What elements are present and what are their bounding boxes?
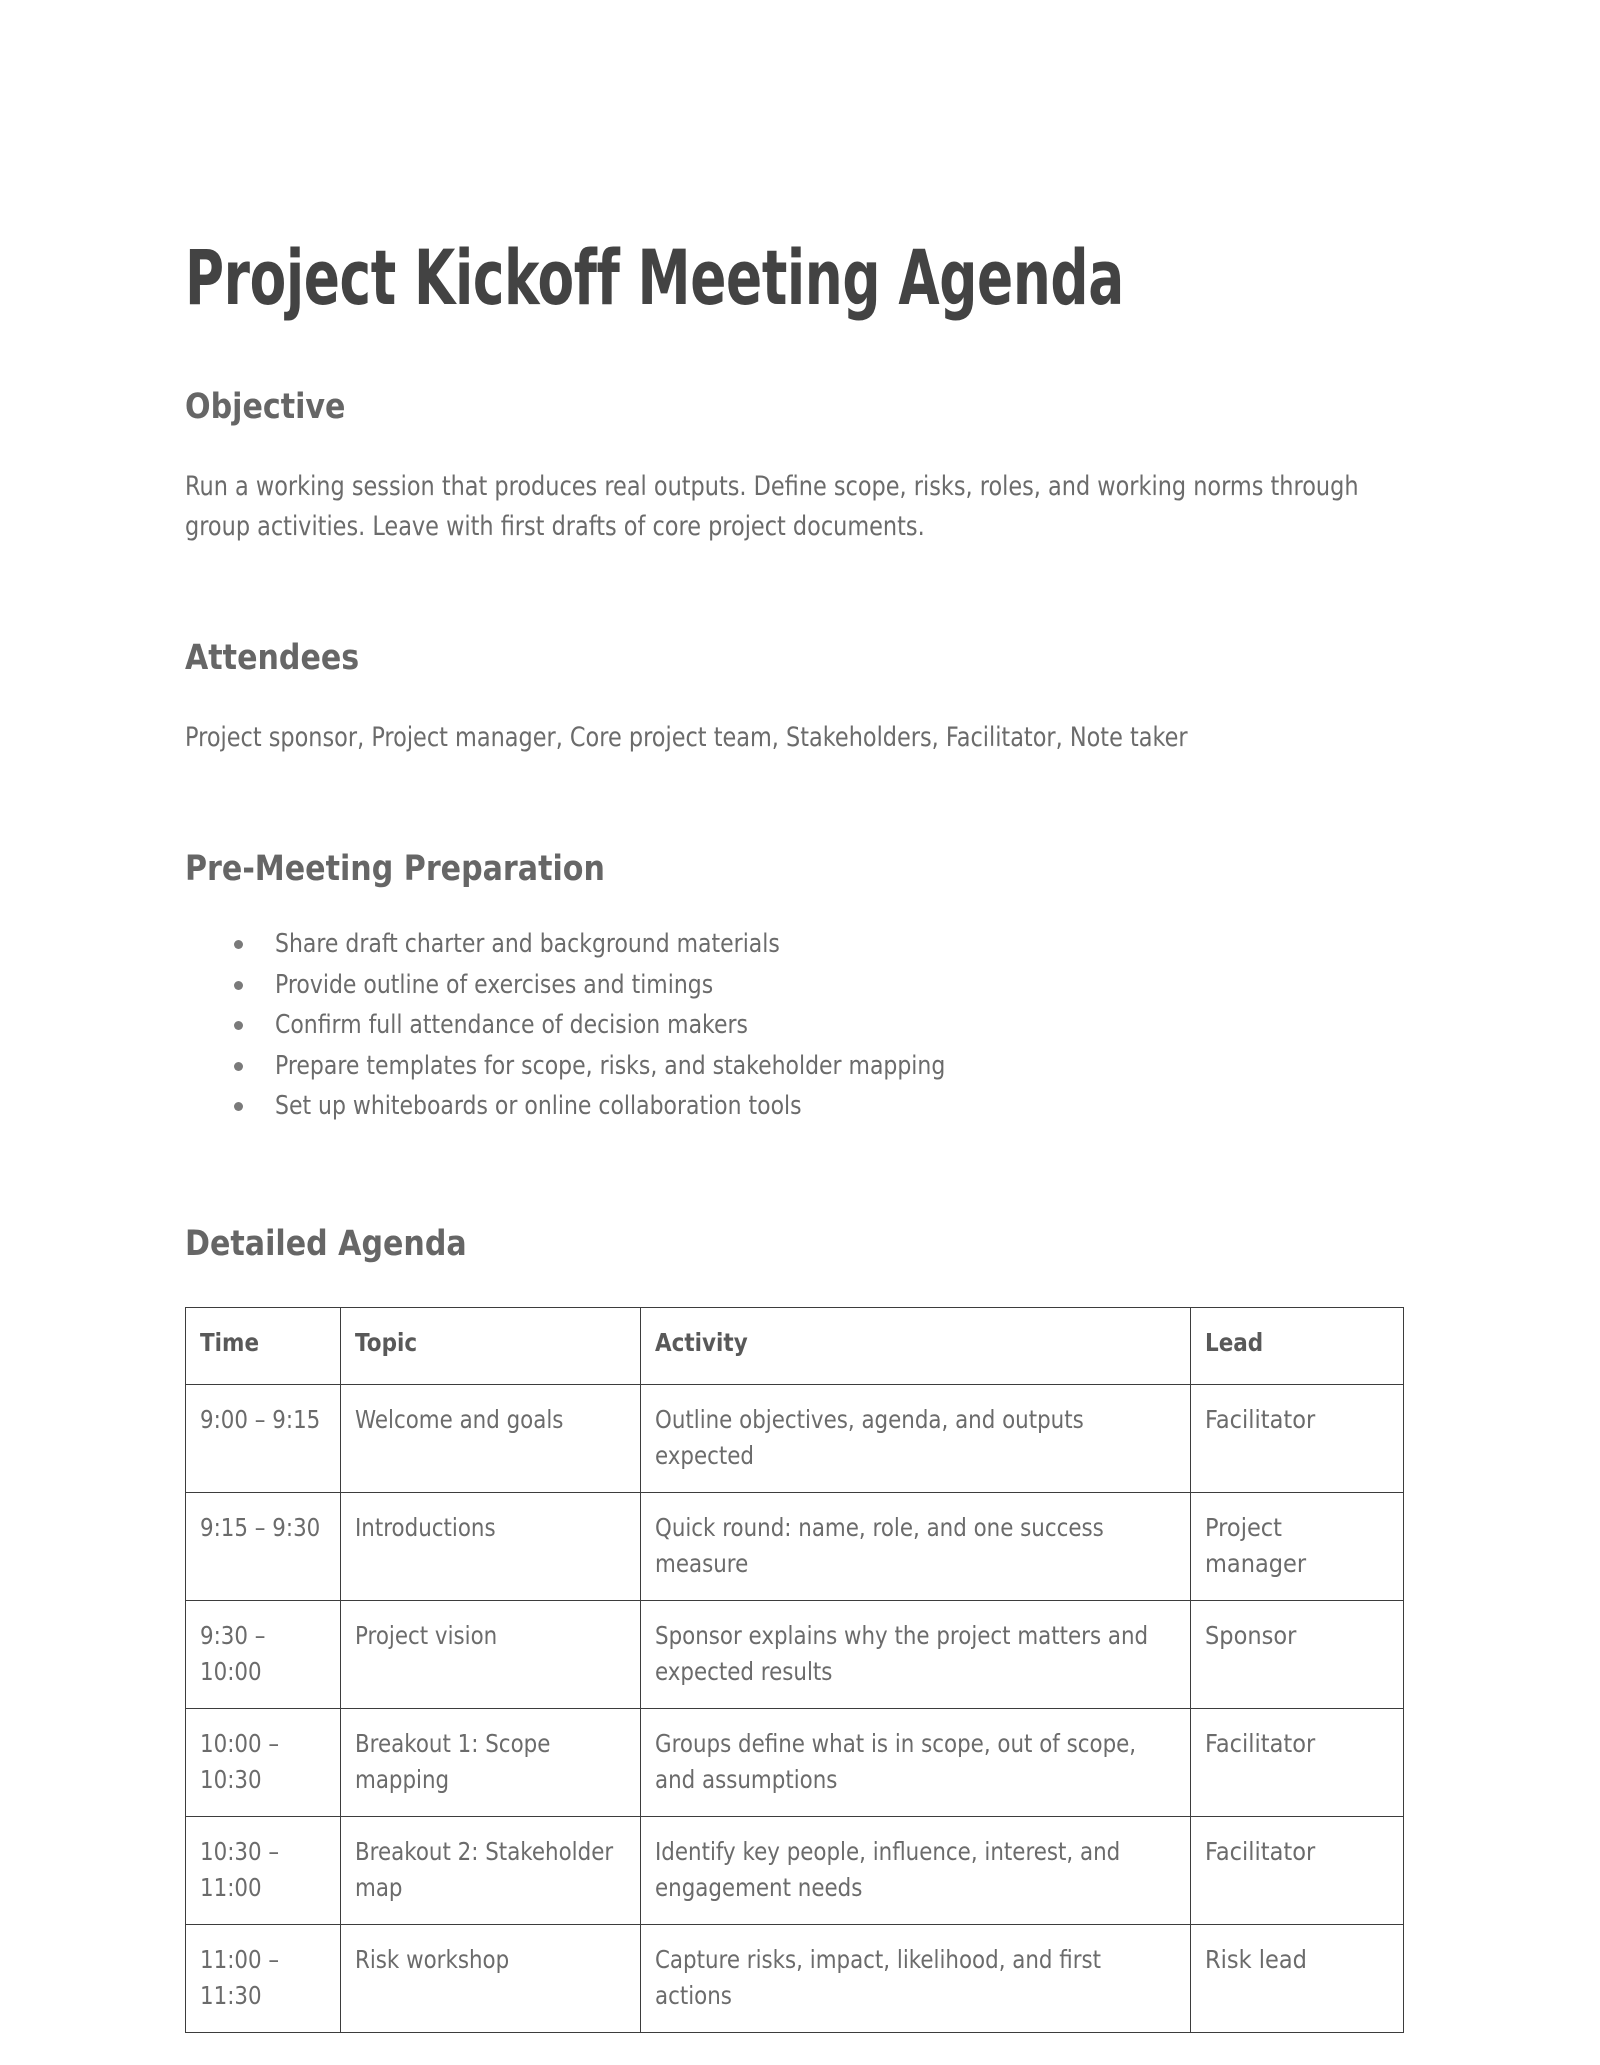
cell-topic-value: Introductions <box>355 1513 496 1543</box>
cell-topic <box>341 1493 641 1601</box>
cell-lead <box>1191 1709 1404 1817</box>
cell-time-value: 9:15 – 9:30 <box>200 1513 321 1543</box>
cell-topic <box>341 1709 641 1817</box>
cell-topic-value: Project vision <box>355 1621 498 1651</box>
list-item-label: Prepare templates for scope, risks, and stakeholder mapping <box>275 1050 946 1081</box>
list-item-label: Share draft charter and background materials <box>275 929 780 960</box>
cell-topic-value: Breakout 2: Stakeholder map <box>355 1837 614 1902</box>
cell-topic <box>341 1817 641 1925</box>
cell-topic-value: Risk workshop <box>355 1945 510 1975</box>
cell-time <box>186 1385 341 1493</box>
cell-topic <box>341 1601 641 1709</box>
cell-lead-value: Sponsor <box>1205 1621 1297 1651</box>
table-row <box>186 1493 1404 1601</box>
cell-time-value: 11:00 – 11:30 <box>200 1945 280 2010</box>
cell-time <box>186 1817 341 1925</box>
cell-lead-value: Risk lead <box>1205 1945 1307 1975</box>
cell-lead <box>1191 1385 1404 1493</box>
cell-activity <box>641 1925 1191 2033</box>
attendees-paragraph: Project sponsor, Project manager, Core project team, Stakeholders, Facilitator, Note taker <box>185 721 1188 753</box>
section-heading-attendees: Attendees <box>185 637 360 678</box>
list-item-label: Provide outline of exercises and timings <box>275 969 714 1000</box>
section-heading-detailed-agenda: Detailed Agenda <box>185 1223 467 1264</box>
document-content <box>185 0 1403 2033</box>
cell-activity <box>641 1601 1191 1709</box>
cell-activity <box>641 1817 1191 1925</box>
list-item-label: Set up whiteboards or online collaboration tools <box>275 1091 802 1122</box>
table-header-activity <box>641 1308 1191 1385</box>
table-row <box>186 1925 1404 2033</box>
section-heading-objective: Objective <box>185 387 346 428</box>
cell-activity-value: Sponsor explains why the project matters and expected results <box>655 1621 1149 1686</box>
cell-activity-value: Identify key people, influence, interest, and engagement needs <box>655 1837 1121 1902</box>
table-row <box>186 1817 1404 1925</box>
table-header-lead <box>1191 1308 1404 1385</box>
cell-topic-value: Welcome and goals <box>355 1405 564 1435</box>
table-header-time <box>186 1308 341 1385</box>
cell-time-value: 10:30 – 11:00 <box>200 1837 280 1902</box>
objective-paragraph: Run a working session that produces real outputs. Define scope, risks, roles, and working norms through group activities. Leave with first drafts of core project documents. <box>185 471 1359 542</box>
cell-activity <box>641 1493 1191 1601</box>
table-header-topic <box>341 1308 641 1385</box>
list-item <box>185 1010 1403 1041</box>
cell-activity <box>641 1385 1191 1493</box>
cell-activity-value: Outline objectives, agenda, and outputs expected <box>655 1405 1084 1470</box>
list-item <box>185 969 1403 1000</box>
table-header-row <box>186 1308 1404 1385</box>
column-header-label: Time <box>200 1328 260 1358</box>
cell-time <box>186 1493 341 1601</box>
list-item <box>185 1050 1403 1081</box>
column-header-label: Topic <box>355 1328 418 1358</box>
cell-lead <box>1191 1925 1404 2033</box>
cell-lead <box>1191 1493 1404 1601</box>
cell-lead-value: Facilitator <box>1205 1405 1316 1435</box>
table-row <box>186 1709 1404 1817</box>
table-row <box>186 1601 1404 1709</box>
cell-activity <box>641 1709 1191 1817</box>
page-title: Project Kickoff Meeting Agenda <box>185 233 1124 322</box>
cell-topic <box>341 1385 641 1493</box>
cell-lead-value: Facilitator <box>1205 1837 1316 1867</box>
preparation-list <box>185 889 1403 1122</box>
section-heading-pre-meeting-preparation: Pre-Meeting Preparation <box>185 849 605 890</box>
list-item <box>185 1091 1403 1122</box>
cell-lead-value: Project manager <box>1205 1513 1307 1578</box>
table-row <box>186 1385 1404 1493</box>
cell-time <box>186 1709 341 1817</box>
cell-lead <box>1191 1601 1404 1709</box>
list-item <box>185 929 1403 960</box>
cell-activity-value: Groups define what is in scope, out of scope, and assumptions <box>655 1729 1137 1794</box>
cell-time <box>186 1601 341 1709</box>
cell-lead-value: Facilitator <box>1205 1729 1316 1759</box>
cell-activity-value: Capture risks, impact, likelihood, and first actions <box>655 1945 1102 2010</box>
list-item-label: Confirm full attendance of decision makers <box>275 1010 748 1041</box>
agenda-table <box>185 1307 1404 2033</box>
cell-time-value: 9:30 – 10:00 <box>200 1621 266 1686</box>
cell-time-value: 9:00 – 9:15 <box>200 1405 321 1435</box>
cell-activity-value: Quick round: name, role, and one success measure <box>655 1513 1104 1578</box>
cell-time <box>186 1925 341 2033</box>
column-header-label: Lead <box>1205 1328 1264 1358</box>
cell-topic-value: Breakout 1: Scope mapping <box>355 1729 551 1794</box>
cell-topic <box>341 1925 641 2033</box>
cell-time-value: 10:00 – 10:30 <box>200 1729 280 1794</box>
column-header-label: Activity <box>655 1328 748 1358</box>
cell-lead <box>1191 1817 1404 1925</box>
